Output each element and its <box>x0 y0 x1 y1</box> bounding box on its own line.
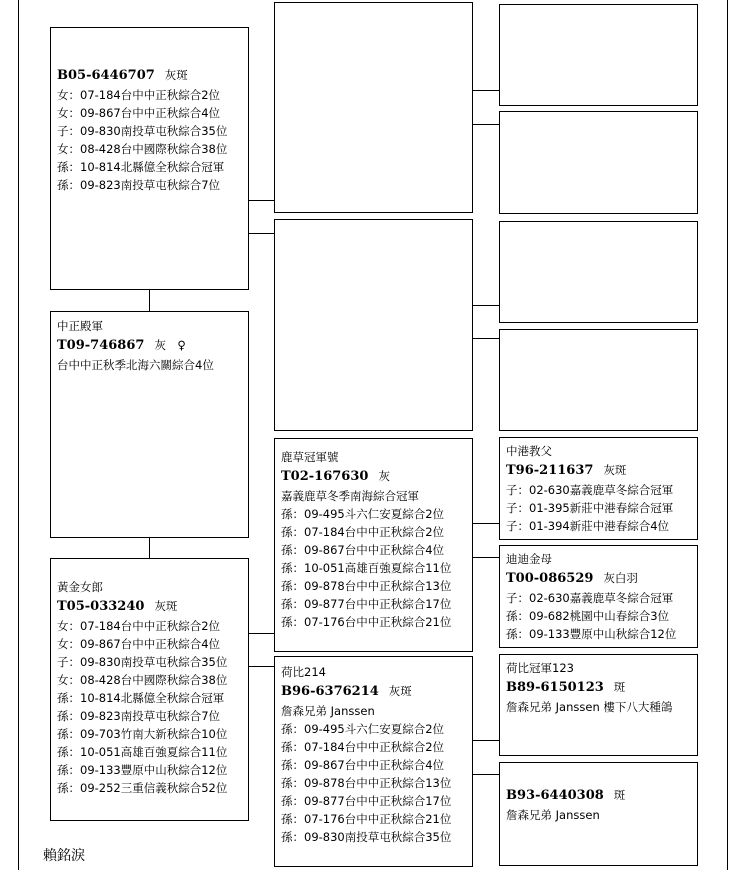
connector <box>472 338 500 339</box>
ring-number: T05-033240 灰斑 <box>57 599 178 614</box>
great-grandsire-box <box>499 437 698 540</box>
connector <box>149 537 150 559</box>
empty-pedigree-box <box>274 2 473 213</box>
record-line: 孫：09-878台中中正秋綜合13位 <box>281 579 452 593</box>
ring-number: T02-167630 灰 <box>281 469 390 484</box>
ring-number: T09-746867 灰 ♀ <box>57 338 186 353</box>
feather-color: 灰 <box>378 469 390 483</box>
bird-name: 荷比214 <box>281 665 326 679</box>
record-line: 女：08-428台中國際秋綜合38位 <box>57 142 228 156</box>
bird-name: 黃金女郎 <box>57 580 103 594</box>
record-line: 女：07-184台中中正秋綜合2位 <box>57 88 221 102</box>
record-line: 孫：10-814北縣億全秋綜合冠軍 <box>57 160 225 174</box>
connector <box>472 557 500 558</box>
empty-pedigree-box <box>499 329 698 431</box>
empty-pedigree-box <box>499 4 698 106</box>
record-line: 孫：09-867台中中正秋綜合4位 <box>281 543 445 557</box>
record-line: 孫：09-830南投草屯秋綜合35位 <box>281 830 452 844</box>
record-line: 孫：10-051高雄百強夏綜合11位 <box>281 561 452 575</box>
left-border <box>18 0 19 870</box>
record-line: 孫：09-252三重信義秋綜合52位 <box>57 781 228 795</box>
bird-name: 荷比冠軍123 <box>506 661 574 675</box>
bird-name: 中正殿軍 <box>57 319 103 333</box>
ring-number: B93-6440308 斑 <box>506 788 626 803</box>
feather-color: 斑 <box>613 680 626 694</box>
record-line: 子：02-630嘉義鹿草冬綜合冠軍 <box>506 591 674 605</box>
connector <box>149 289 150 312</box>
connector <box>472 124 500 125</box>
record-line: 子：09-830南投草屯秋綜合35位 <box>57 655 228 669</box>
granddam-box <box>274 656 473 867</box>
record-line: 台中中正秋季北海六關綜合4位 <box>57 358 214 372</box>
empty-pedigree-box <box>274 219 473 431</box>
empty-pedigree-box <box>499 111 698 214</box>
record-line: 女：08-428台中國際秋綜合38位 <box>57 673 228 687</box>
connector <box>472 90 500 91</box>
owner-name: 賴銘淚 <box>43 848 85 864</box>
record-line: 孫：09-877台中中正秋綜合17位 <box>281 794 452 808</box>
sire-box <box>50 27 249 290</box>
dam-box <box>50 311 249 538</box>
connector <box>248 666 275 667</box>
connector <box>472 305 500 306</box>
bird-name: 中港教父 <box>506 444 552 458</box>
connector <box>248 233 275 234</box>
record-line: 孫：10-051高雄百強夏綜合11位 <box>57 745 228 759</box>
feather-color: 灰斑 <box>164 68 188 82</box>
bird-name: 鹿草冠軍號 <box>281 450 339 464</box>
feather-color: 灰白羽 <box>603 571 638 585</box>
connector <box>248 633 275 634</box>
dam-of-sire-box <box>50 558 249 821</box>
great-grandsire-box <box>499 654 698 756</box>
right-border <box>727 0 728 870</box>
ring-number: T00-086529 灰白羽 <box>506 571 638 586</box>
record-line: 女：07-184台中中正秋綜合2位 <box>57 619 221 633</box>
connector <box>472 774 500 775</box>
record-line: 孫：09-867台中中正秋綜合4位 <box>281 758 445 772</box>
record-line: 孫：09-495斗六仁安夏綜合2位 <box>281 722 445 736</box>
grandsire-box <box>274 438 473 652</box>
record-line: 孫：09-133豐原中山秋綜合12位 <box>506 627 677 641</box>
empty-pedigree-box <box>499 221 698 323</box>
feather-color: 灰斑 <box>603 463 627 477</box>
record-line: 詹森兄弟 Janssen <box>506 808 600 822</box>
record-line: 子：01-394新莊中港春綜合4位 <box>506 519 670 533</box>
record-line: 女：09-867台中中正秋綜合4位 <box>57 637 221 651</box>
record-line: 孫：09-133豐原中山秋綜合12位 <box>57 763 228 777</box>
record-line: 孫：09-878台中中正秋綜合13位 <box>281 776 452 790</box>
ring-number: B05-6446707 灰斑 <box>57 68 188 83</box>
feather-color: 灰斑 <box>154 599 178 613</box>
feather-color: 斑 <box>613 788 626 802</box>
bird-name: 迪迪金母 <box>506 552 552 566</box>
record-line: 孫：07-184台中中正秋綜合2位 <box>281 525 445 539</box>
record-line: 孫：09-703竹南大新秋綜合10位 <box>57 727 228 741</box>
great-granddam-box <box>499 545 698 648</box>
record-line: 子：09-830南投草屯秋綜合35位 <box>57 124 228 138</box>
record-line: 孫：10-814北縣億全秋綜合冠軍 <box>57 691 225 705</box>
record-line: 孫：07-176台中中正秋綜合21位 <box>281 615 452 629</box>
great-granddam-box <box>499 762 698 866</box>
record-line: 孫：09-495斗六仁安夏綜合2位 <box>281 507 445 521</box>
record-line: 孫：09-682桃園中山春綜合3位 <box>506 609 670 623</box>
record-line: 女：09-867台中中正秋綜合4位 <box>57 106 221 120</box>
connector <box>472 740 500 741</box>
record-line: 孫：09-823南投草屯秋綜合7位 <box>57 178 221 192</box>
ring-number: B89-6150123 斑 <box>506 680 626 695</box>
record-line: 子：02-630嘉義鹿草冬綜合冠軍 <box>506 483 674 497</box>
record-line: 詹森兄弟 Janssen <box>281 704 375 718</box>
record-line: 孫：07-176台中中正秋綜合21位 <box>281 812 452 826</box>
record-line: 詹森兄弟 Janssen 樓下八大種鴿 <box>506 700 673 714</box>
connector <box>248 200 275 201</box>
ring-number: B96-6376214 灰斑 <box>281 684 412 699</box>
record-line: 孫：09-823南投草屯秋綜合7位 <box>57 709 221 723</box>
feather-color: 灰 ♀ <box>154 338 186 352</box>
record-line: 子：01-395新莊中港春綜合冠軍 <box>506 501 674 515</box>
record-line: 嘉義鹿草冬季南海綜合冠軍 <box>281 489 419 503</box>
record-line: 孫：07-184台中中正秋綜合2位 <box>281 740 445 754</box>
ring-number: T96-211637 灰斑 <box>506 463 627 478</box>
record-line: 孫：09-877台中中正秋綜合17位 <box>281 597 452 611</box>
connector <box>472 523 500 524</box>
feather-color: 灰斑 <box>388 684 412 698</box>
